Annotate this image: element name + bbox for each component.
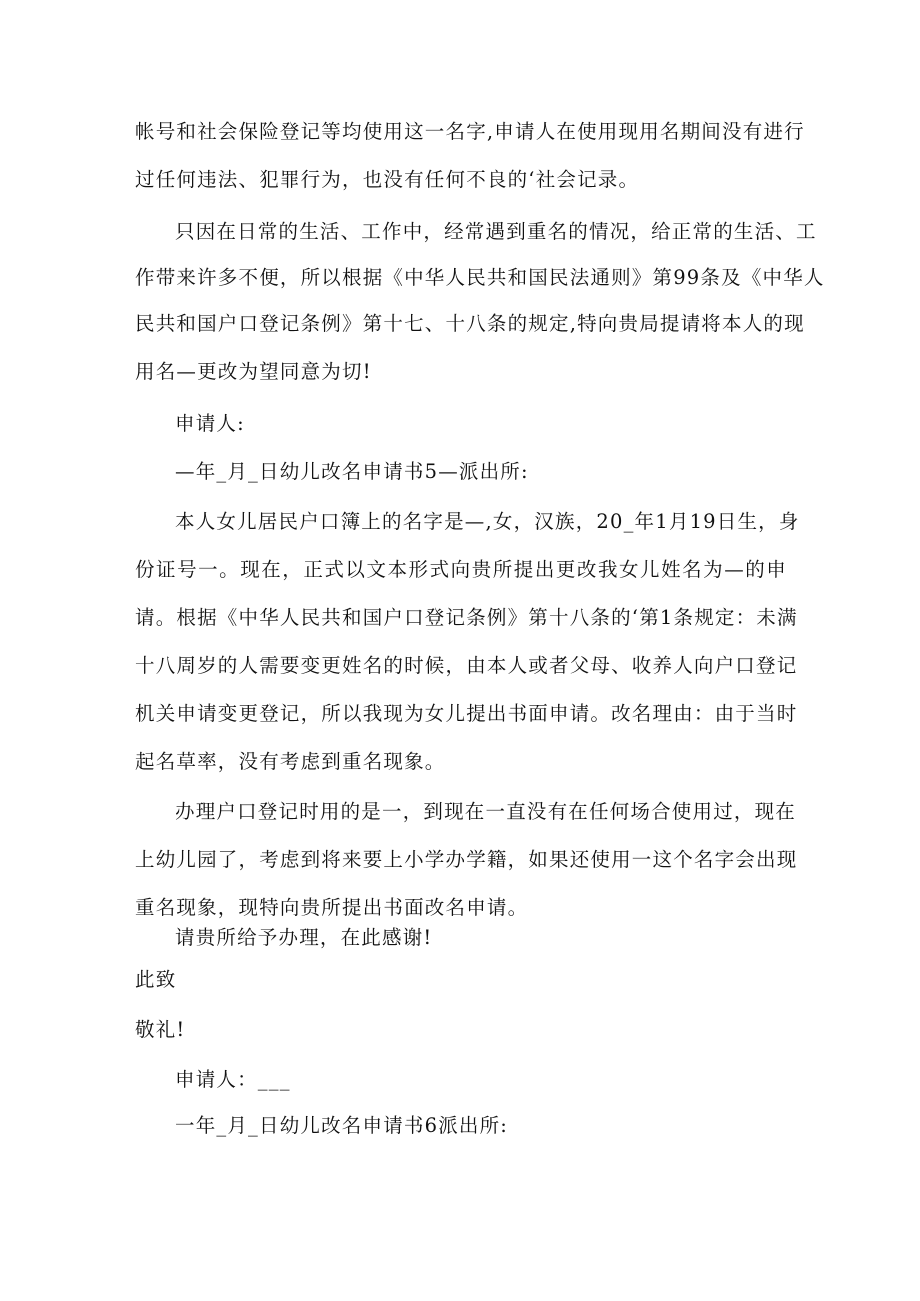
para-5-line-1: 本人女儿居民户口簿上的名字是—,女，汉族，20_年1月19日生，身 bbox=[175, 510, 800, 533]
para-5-line-2: 份证号一。现在，正式以文本形式向贵所提出更改我女儿姓名为—的申 bbox=[135, 558, 787, 581]
thanks-line: 请贵所给予办理，在此感谢! bbox=[175, 926, 433, 949]
para-2-line-1: 只因在日常的生活、工作中，经常遇到重名的情况，给正常的生活、工 bbox=[175, 220, 817, 243]
para-1-line-2: 过任何违法、犯罪行为，也没有任何不良的‘社会记录。 bbox=[135, 168, 640, 191]
para-1-line-1: 帐号和社会保险登记等均使用这一名字,申请人在使用现用名期间没有进行 bbox=[135, 120, 805, 143]
date-and-heading-5: —年_月_日幼儿改名申请书5—派出所: bbox=[175, 460, 529, 483]
applicant-label-2: 申请人：___ bbox=[175, 1068, 291, 1091]
para-2-line-3: 民共和国户口登记条例》第十七、十八条的规定,特向贵局提请将本人的现 bbox=[135, 312, 805, 335]
para-6-line-1: 办理户口登记时用的是一，到现在一直没有在任何场合使用过，现在 bbox=[175, 800, 797, 823]
para-5-line-4: 十八周岁的人需要变更姓名的时候，由本人或者父母、收养人向户口登记 bbox=[135, 654, 798, 677]
closing-jing-li: 敬礼! bbox=[135, 1018, 186, 1041]
para-5-line-5: 机关申请变更登记，所以我现为女儿提出书面申请。改名理由：由于当时 bbox=[135, 702, 798, 725]
closing-ci-zhi: 此致 bbox=[135, 968, 177, 991]
para-2-line-2: 作带来许多不便，所以根据《中华人民共和国民法通则》第99条及《中华人 bbox=[135, 266, 825, 289]
para-6-line-3: 重名现象，现特向贵所提出书面改名申请。 bbox=[135, 896, 529, 919]
para-5-line-6: 起名草率，没有考虑到重名现象。 bbox=[135, 750, 446, 773]
date-and-heading-6: 一年_月_日幼儿改名申请书6派出所: bbox=[175, 1114, 509, 1137]
applicant-label-1: 申请人: bbox=[175, 412, 245, 435]
para-6-line-2: 上幼儿园了，考虑到将来要上小学办学籍，如果还使用一这个名字会出现 bbox=[135, 848, 798, 871]
para-5-line-3: 请。根据《中华人民共和国户口登记条例》第十八条的‘第1条规定：未满 bbox=[135, 606, 798, 629]
para-2-line-4: 用名—更改为望同意为切! bbox=[135, 360, 372, 383]
